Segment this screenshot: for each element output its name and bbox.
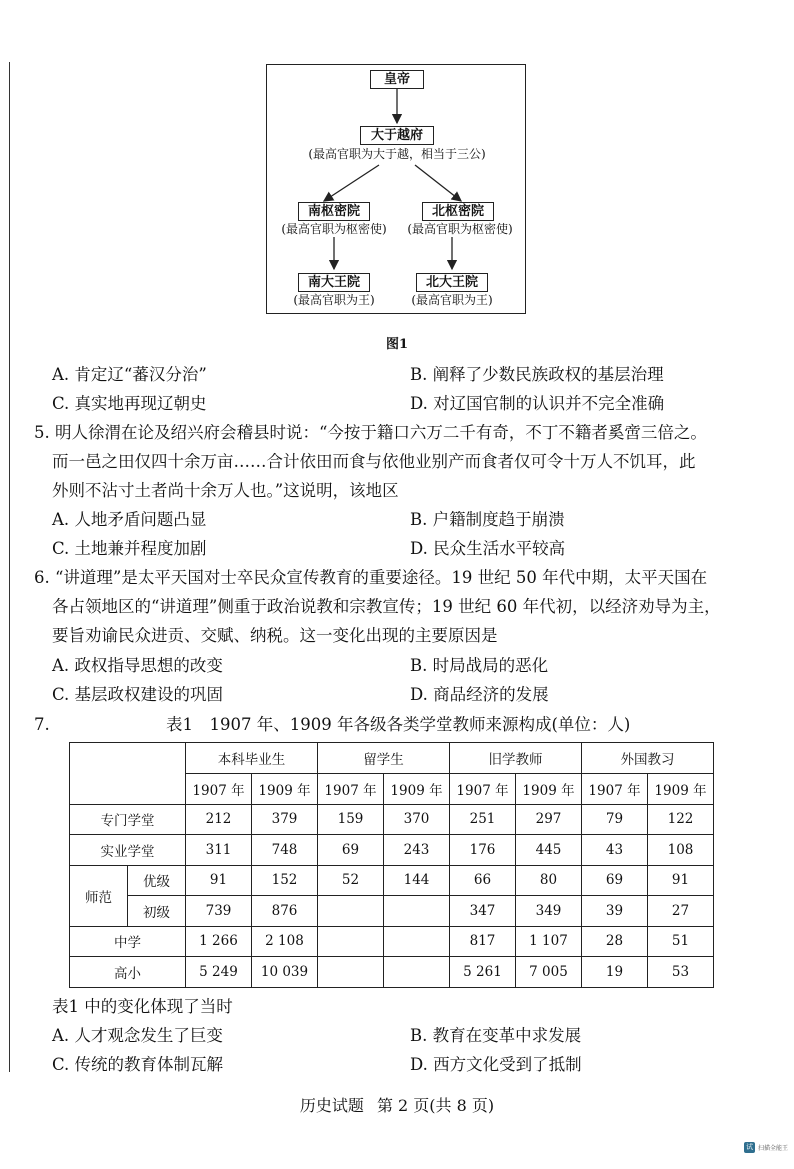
note-north-king: (最高官职为王) [411,293,493,307]
table-cell: 10 039 [252,957,318,988]
col-group-old-school-teachers: 旧学教师 [450,743,582,774]
node-north-privy-council: 北枢密院 [422,202,494,221]
table-cell: 52 [318,865,384,896]
table-cell: 7 005 [516,957,582,988]
q6-stem-line-1: 6. “讲道理”是太平天国对士卒民众宣传教育的重要途径。19 世纪 50 年代中期，太平天国在 [34,568,708,587]
q4-option-a: A. 肯定辽“蕃汉分治” [52,365,207,384]
year-header: 1907 年 [318,774,384,805]
q6-option-a: A. 政权指导思想的改变 [52,656,223,675]
table-cell: 144 [384,865,450,896]
row-label: 中学 [70,926,186,957]
col-group-graduates: 本科毕业生 [186,743,318,774]
table-cell: 79 [582,804,648,835]
year-header: 1907 年 [582,774,648,805]
table-cell: 445 [516,835,582,866]
figure-1-caption: 图1 [385,337,409,352]
table-cell: 243 [384,835,450,866]
q7-option-d: D. 西方文化受到了抵制 [410,1055,582,1074]
table-cell: 5 249 [186,957,252,988]
table-row [70,835,714,866]
scanner-watermark [744,1142,788,1153]
year-header: 1909 年 [384,774,450,805]
q5-stem-line-3: 外则不沾寸土者尚十余万人也。”这说明，该地区 [52,481,399,500]
q7-option-a: A. 人才观念发生了巨变 [52,1026,223,1045]
table-cell: 69 [318,835,384,866]
row-group-normal-school: 师范 [70,865,128,926]
table-cell: 69 [582,865,648,896]
q6-option-c: C. 基层政权建设的巩固 [52,685,224,704]
table-cell: 739 [186,896,252,927]
table-cell [318,957,384,988]
table-row [70,957,714,988]
q7-option-c: C. 传统的教育体制瓦解 [52,1055,224,1074]
table-cell [384,926,450,957]
table-cell: 5 261 [450,957,516,988]
table-cell: 80 [516,865,582,896]
q6-option-b: B. 时局战局的恶化 [410,656,549,675]
table-row [70,926,714,957]
table-cell: 66 [450,865,516,896]
table-cell: 212 [186,804,252,835]
table-cell: 122 [648,804,714,835]
node-yuyue-office: 大于越府 [360,126,434,145]
arrow-yuyue-to-north [415,165,461,201]
q6-stem-line-2: 各占领地区的“讲道理”侧重于政治说教和宗教宣传；19 世纪 60 年代初，以经济劝导为主， [52,597,721,616]
table-cell: 27 [648,896,714,927]
table-cell: 748 [252,835,318,866]
node-north-king-office: 北大王院 [416,273,488,292]
q5-option-a: A. 人地矛盾问题凸显 [52,510,207,529]
table-cell: 91 [186,865,252,896]
watermark-text: 扫描全能王 [757,1145,788,1152]
row-label: 实业学堂 [70,835,186,866]
table-cell [318,926,384,957]
table-cell: 28 [582,926,648,957]
table-cell: 152 [252,865,318,896]
year-header: 1909 年 [516,774,582,805]
q7-option-b: B. 教育在变革中求发展 [410,1026,582,1045]
table-cell: 379 [252,804,318,835]
page-left-rule [9,62,10,1072]
q6-option-d: D. 商品经济的发展 [410,685,549,704]
col-group-returnees: 留学生 [318,743,450,774]
table-cell: 53 [648,957,714,988]
table-cell: 1 107 [516,926,582,957]
col-group-foreign-teachers: 外国教习 [582,743,714,774]
note-north-privy: (最高官职为枢密使) [407,222,513,236]
q4-option-d: D. 对辽国官制的认识并不完全准确 [410,394,665,413]
table-cell: 349 [516,896,582,927]
q6-stem-line-3: 要旨劝谕民众进贡、交赋、纳税。这一变化出现的主要原因是 [52,626,498,645]
footer-page-number: 第 2 页(共 8 页) [376,1096,495,1115]
q5-option-d: D. 民众生活水平较高 [410,539,566,558]
table-cell: 176 [450,835,516,866]
scanner-logo-icon: 试 [745,1143,753,1151]
q7-stem: 表1 中的变化体现了当时 [52,997,233,1016]
table-cell [318,896,384,927]
table-cell: 19 [582,957,648,988]
table-cell [384,957,450,988]
table-cell: 51 [648,926,714,957]
table-row [70,896,714,927]
q4-option-c: C. 真实地再现辽朝史 [52,394,207,413]
table-cell: 1 266 [186,926,252,957]
note-south-privy: (最高官职为枢密使) [281,222,387,236]
year-header: 1909 年 [648,774,714,805]
table-cell: 347 [450,896,516,927]
table-header-row-groups [70,743,714,774]
table-cell: 43 [582,835,648,866]
row-label: 专门学堂 [70,804,186,835]
table-cell: 91 [648,865,714,896]
row-label: 高小 [70,957,186,988]
q5-option-c: C. 土地兼并程度加剧 [52,539,207,558]
year-header: 1909 年 [252,774,318,805]
arrow-yuyue-to-south [324,165,379,201]
q5-stem-line-1: 5. 明人徐渭在论及绍兴府会稽县时说：“今按于籍口六万二千有奇，不丁不籍者奚啻三倍之。 [34,423,707,442]
note-south-king: (最高官职为王) [293,293,375,307]
row-label: 初级 [128,896,186,927]
table-row [70,865,714,896]
table-row [70,804,714,835]
table-cell: 159 [318,804,384,835]
table-cell: 876 [252,896,318,927]
q5-option-b: B. 户籍制度趋于崩溃 [410,510,565,529]
node-south-king-office: 南大王院 [298,273,370,292]
node-south-privy-council: 南枢密院 [298,202,370,221]
table-cell [384,896,450,927]
row-label: 优级 [128,865,186,896]
node-emperor: 皇帝 [370,70,424,89]
note-yuyue: (最高官职为大于越，相当于三公) [308,147,486,161]
table-cell: 311 [186,835,252,866]
teacher-source-table [69,742,714,988]
q7-number: 7. [34,715,50,734]
table-cell: 2 108 [252,926,318,957]
page-footer [0,1093,794,1116]
table-cell: 817 [450,926,516,957]
table-1 [69,742,714,988]
table-cell: 251 [450,804,516,835]
year-header: 1907 年 [186,774,252,805]
figure-1-diagram [266,64,526,314]
q5-stem-line-2: 而一邑之田仅四十余万亩……合计依田而食与依他业别产而食者仅可令十万人不饥耳，此 [52,452,696,471]
q4-option-b: B. 阐释了少数民族政权的基层治理 [410,365,664,384]
table-1-title: 表1 1907 年、1909 年各级各类学堂教师来源构成(单位：人) [166,715,631,734]
table-cell: 39 [582,896,648,927]
table-cell: 108 [648,835,714,866]
footer-subject: 历史试题 [299,1096,364,1115]
year-header: 1907 年 [450,774,516,805]
table-cell: 370 [384,804,450,835]
table-cell: 297 [516,804,582,835]
table-corner-cell [70,743,186,805]
